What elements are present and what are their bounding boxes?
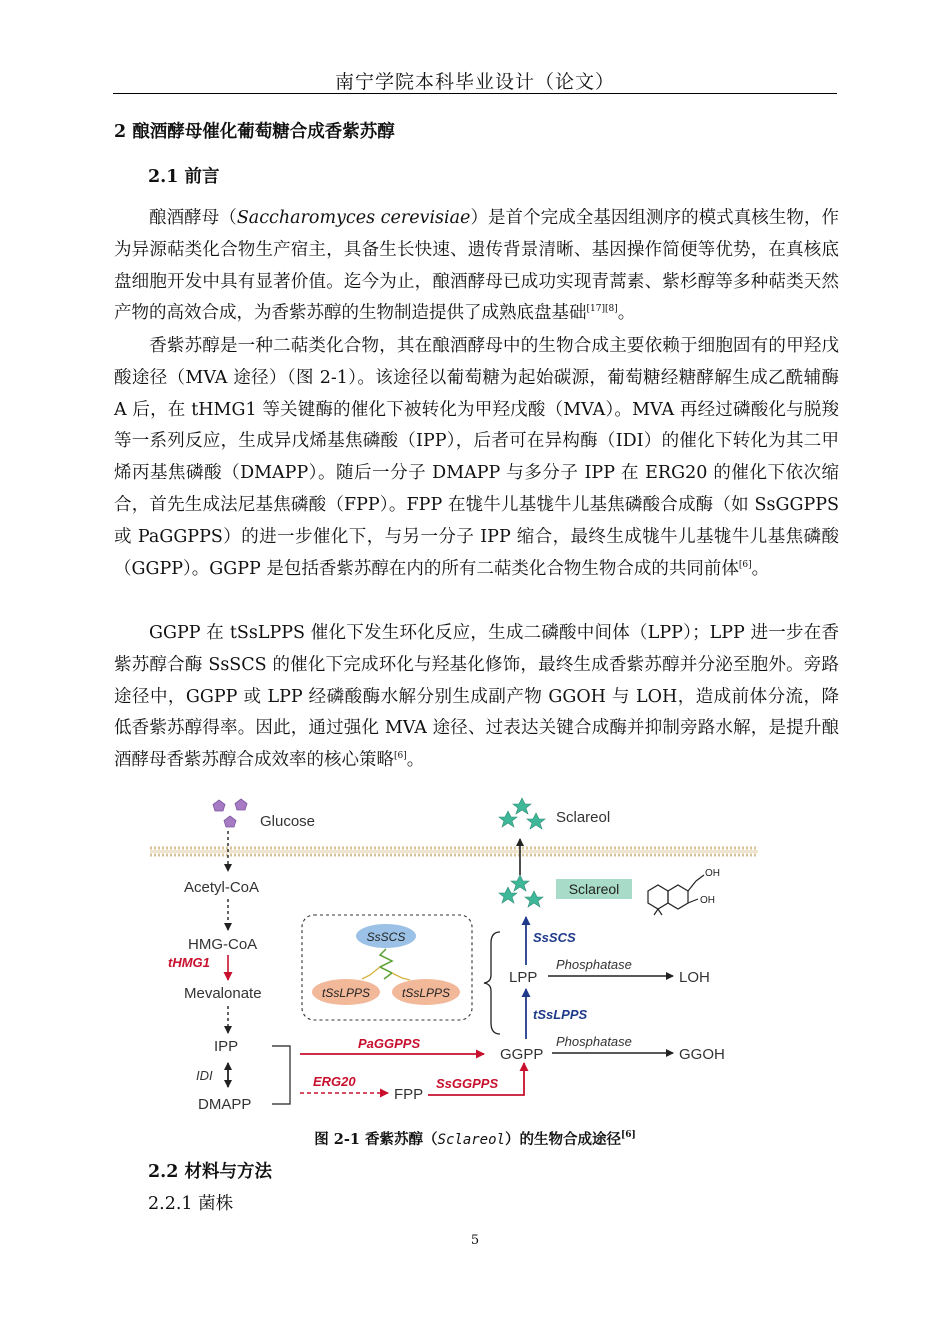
cell-membrane xyxy=(150,848,758,855)
enzyme-complex-brace xyxy=(484,932,500,1034)
paragraph-intro xyxy=(114,203,839,330)
header-divider xyxy=(113,93,837,94)
sclareol-star-icon xyxy=(499,798,545,829)
page-number: 5 xyxy=(470,1233,480,1248)
pathway-diagram xyxy=(148,795,758,1123)
species-name: Saccharomyces cerevisiae xyxy=(236,208,471,228)
figure-caption-sci: Sclareol xyxy=(437,1132,505,1148)
idi-enzyme-label: IDI xyxy=(196,1068,213,1083)
lpp-label: LPP xyxy=(509,969,538,986)
paragraph-intro-text-b: ）是首个完成全基因组测序的模式真核生物，作为异源萜类化合物生产宿主，具备生长快速、遗传背景清晰、基因操作简便等优势，在真核底盘细胞开发中具有显著价值。迄今为止，酿酒酵母已成功实现青蒿素、紫杉醇等多种萜类天然产物的高效合成，为香紫苏醇的生物制造提供了成熟底盘基础 xyxy=(114,208,839,324)
page-header-title: 南宁学院本科毕业设计（论文） xyxy=(334,71,615,93)
complex-sscs-label: SsSCS xyxy=(366,930,406,944)
subsubsection-title: 2.2.1 菌株 xyxy=(148,1194,234,1214)
section-title: 2 酿酒酵母催化葡萄糖合成香紫苏醇 xyxy=(114,122,395,142)
loh-label: LOH xyxy=(679,969,710,986)
phosphatase-ggoh-label: Phosphatase xyxy=(556,1034,632,1049)
paragraph-intro-text-a: 酿酒酵母（ xyxy=(149,208,237,228)
pathway-figure xyxy=(148,795,758,1123)
erg20-enzyme-label: ERG20 xyxy=(313,1074,356,1089)
sclareol-star-icon xyxy=(499,875,543,907)
thmg1-enzyme-label: tHMG1 xyxy=(168,955,210,970)
tsslpps-enzyme-label: tSsLPPS xyxy=(533,1007,588,1022)
oh-label-1: OH xyxy=(705,868,720,879)
glucose-label: Glucose xyxy=(260,813,316,830)
citation: [17][8] xyxy=(586,304,618,315)
glucose-pentagon-icon xyxy=(213,799,247,827)
sscs-enzyme-label: SsSCS xyxy=(533,930,576,945)
figure-caption xyxy=(0,1128,950,1149)
sclareol-structure-icon xyxy=(648,875,704,915)
mevalonate-label: Mevalonate xyxy=(184,985,262,1002)
oh-label-2: OH xyxy=(700,895,715,906)
fpp-label: FPP xyxy=(394,1086,424,1103)
paggpps-enzyme-label: PaGGPPS xyxy=(358,1036,421,1051)
figure-caption-b: ）的生物合成途径 xyxy=(504,1131,621,1148)
ggpp-label: GGPP xyxy=(500,1046,544,1063)
ggoh-label: GGOH xyxy=(679,1046,725,1063)
sclareol-box-label: Sclareol xyxy=(568,881,620,897)
dmapp-label: DMAPP xyxy=(198,1096,252,1113)
acetyl-coa-label: Acetyl-CoA xyxy=(184,879,260,896)
hmg-coa-label: HMG-CoA xyxy=(188,936,258,953)
paragraph-pathway-end: 。 xyxy=(751,558,770,579)
paragraph-cyclization-text: GGPP 在 tSsLPPS 催化下发生环化反应，生成二磷酸中间体（LPP）；LPP 进一步在香紫苏醇合酶 SsSCS 的催化下完成环化与羟基化修饰，最终生成香紫苏醇并分泌至胞外。旁路途径中，GGPP 或 LPP 经磷酸酶水解分别生成副产物 GGOH 与 LOH，造成前体分流，降低香紫苏醇得率。因此，通过强化 MVA 途径、过表达关键合成酶并抑制旁路水解，是提升酿酒酵母香紫苏醇合成效率的核心策略 xyxy=(114,623,839,771)
paragraph-cyclization-end: 。 xyxy=(406,750,425,771)
paragraph-pathway-text: 香紫苏醇是一种二萜类化合物，其在酿酒酵母中的生物合成主要依赖于细胞固有的甲羟戊酸途径（MVA 途径）（图 2-1）。该途径以葡萄糖为起始碳源，葡萄糖经糖酵解生成乙酰辅酶 A 后，在 tHMG1 等关键酶的催化下被转化为甲羟戊酸（MVA）。MVA 再经过磷酸化与脱羧等一系列反应，生成异戊烯基焦磷酸（IPP），后者可在异构酶（IDI）的催化下转化为其二甲烯丙基焦磷酸（DMAPP）。随后一分子 DMAPP 与多分子 IPP 在 ERG20 的催化下依次缩合，首先生成法尼基焦磷酸（FPP）。FPP 在牻牛儿基牻牛儿基焦磷酸合成酶（如 SsGGPPS 或 PaGGPPS）的进一步催化下，与另一分子 IPP 缩合，最终生成牻牛儿基牻牛儿基焦磷酸（GGPP）。GGPP 是包括香紫苏醇在内的所有二萜类化合物生物合成的共同前体 xyxy=(114,336,839,579)
ssggpps-enzyme-label: SsGGPPS xyxy=(436,1076,499,1091)
ipp-dmapp-bracket xyxy=(272,1046,290,1104)
sclareol-product-label: Sclareol xyxy=(556,809,611,826)
phosphatase-loh-label: Phosphatase xyxy=(556,957,632,972)
subsection-title: 2.1 前言 xyxy=(148,167,220,187)
ipp-label: IPP xyxy=(214,1038,239,1055)
complex-tsslpps-label-2: tSsLPPS xyxy=(401,986,451,1000)
citation: [6] xyxy=(620,1130,636,1140)
citation: [6] xyxy=(394,751,407,762)
figure-caption-a: 图 2-1 香紫苏醇（ xyxy=(314,1131,438,1148)
complex-tsslpps-label-1: tSsLPPS xyxy=(321,986,371,1000)
paragraph-pathway xyxy=(114,331,839,585)
enzyme-fusion-complex xyxy=(302,915,472,1020)
paragraph-intro-end: 。 xyxy=(617,303,636,324)
linker-spring-icon xyxy=(380,949,392,979)
subsection-title: 2.2 材料与方法 xyxy=(148,1162,273,1182)
citation: [6] xyxy=(738,559,752,570)
paragraph-cyclization xyxy=(114,618,839,777)
